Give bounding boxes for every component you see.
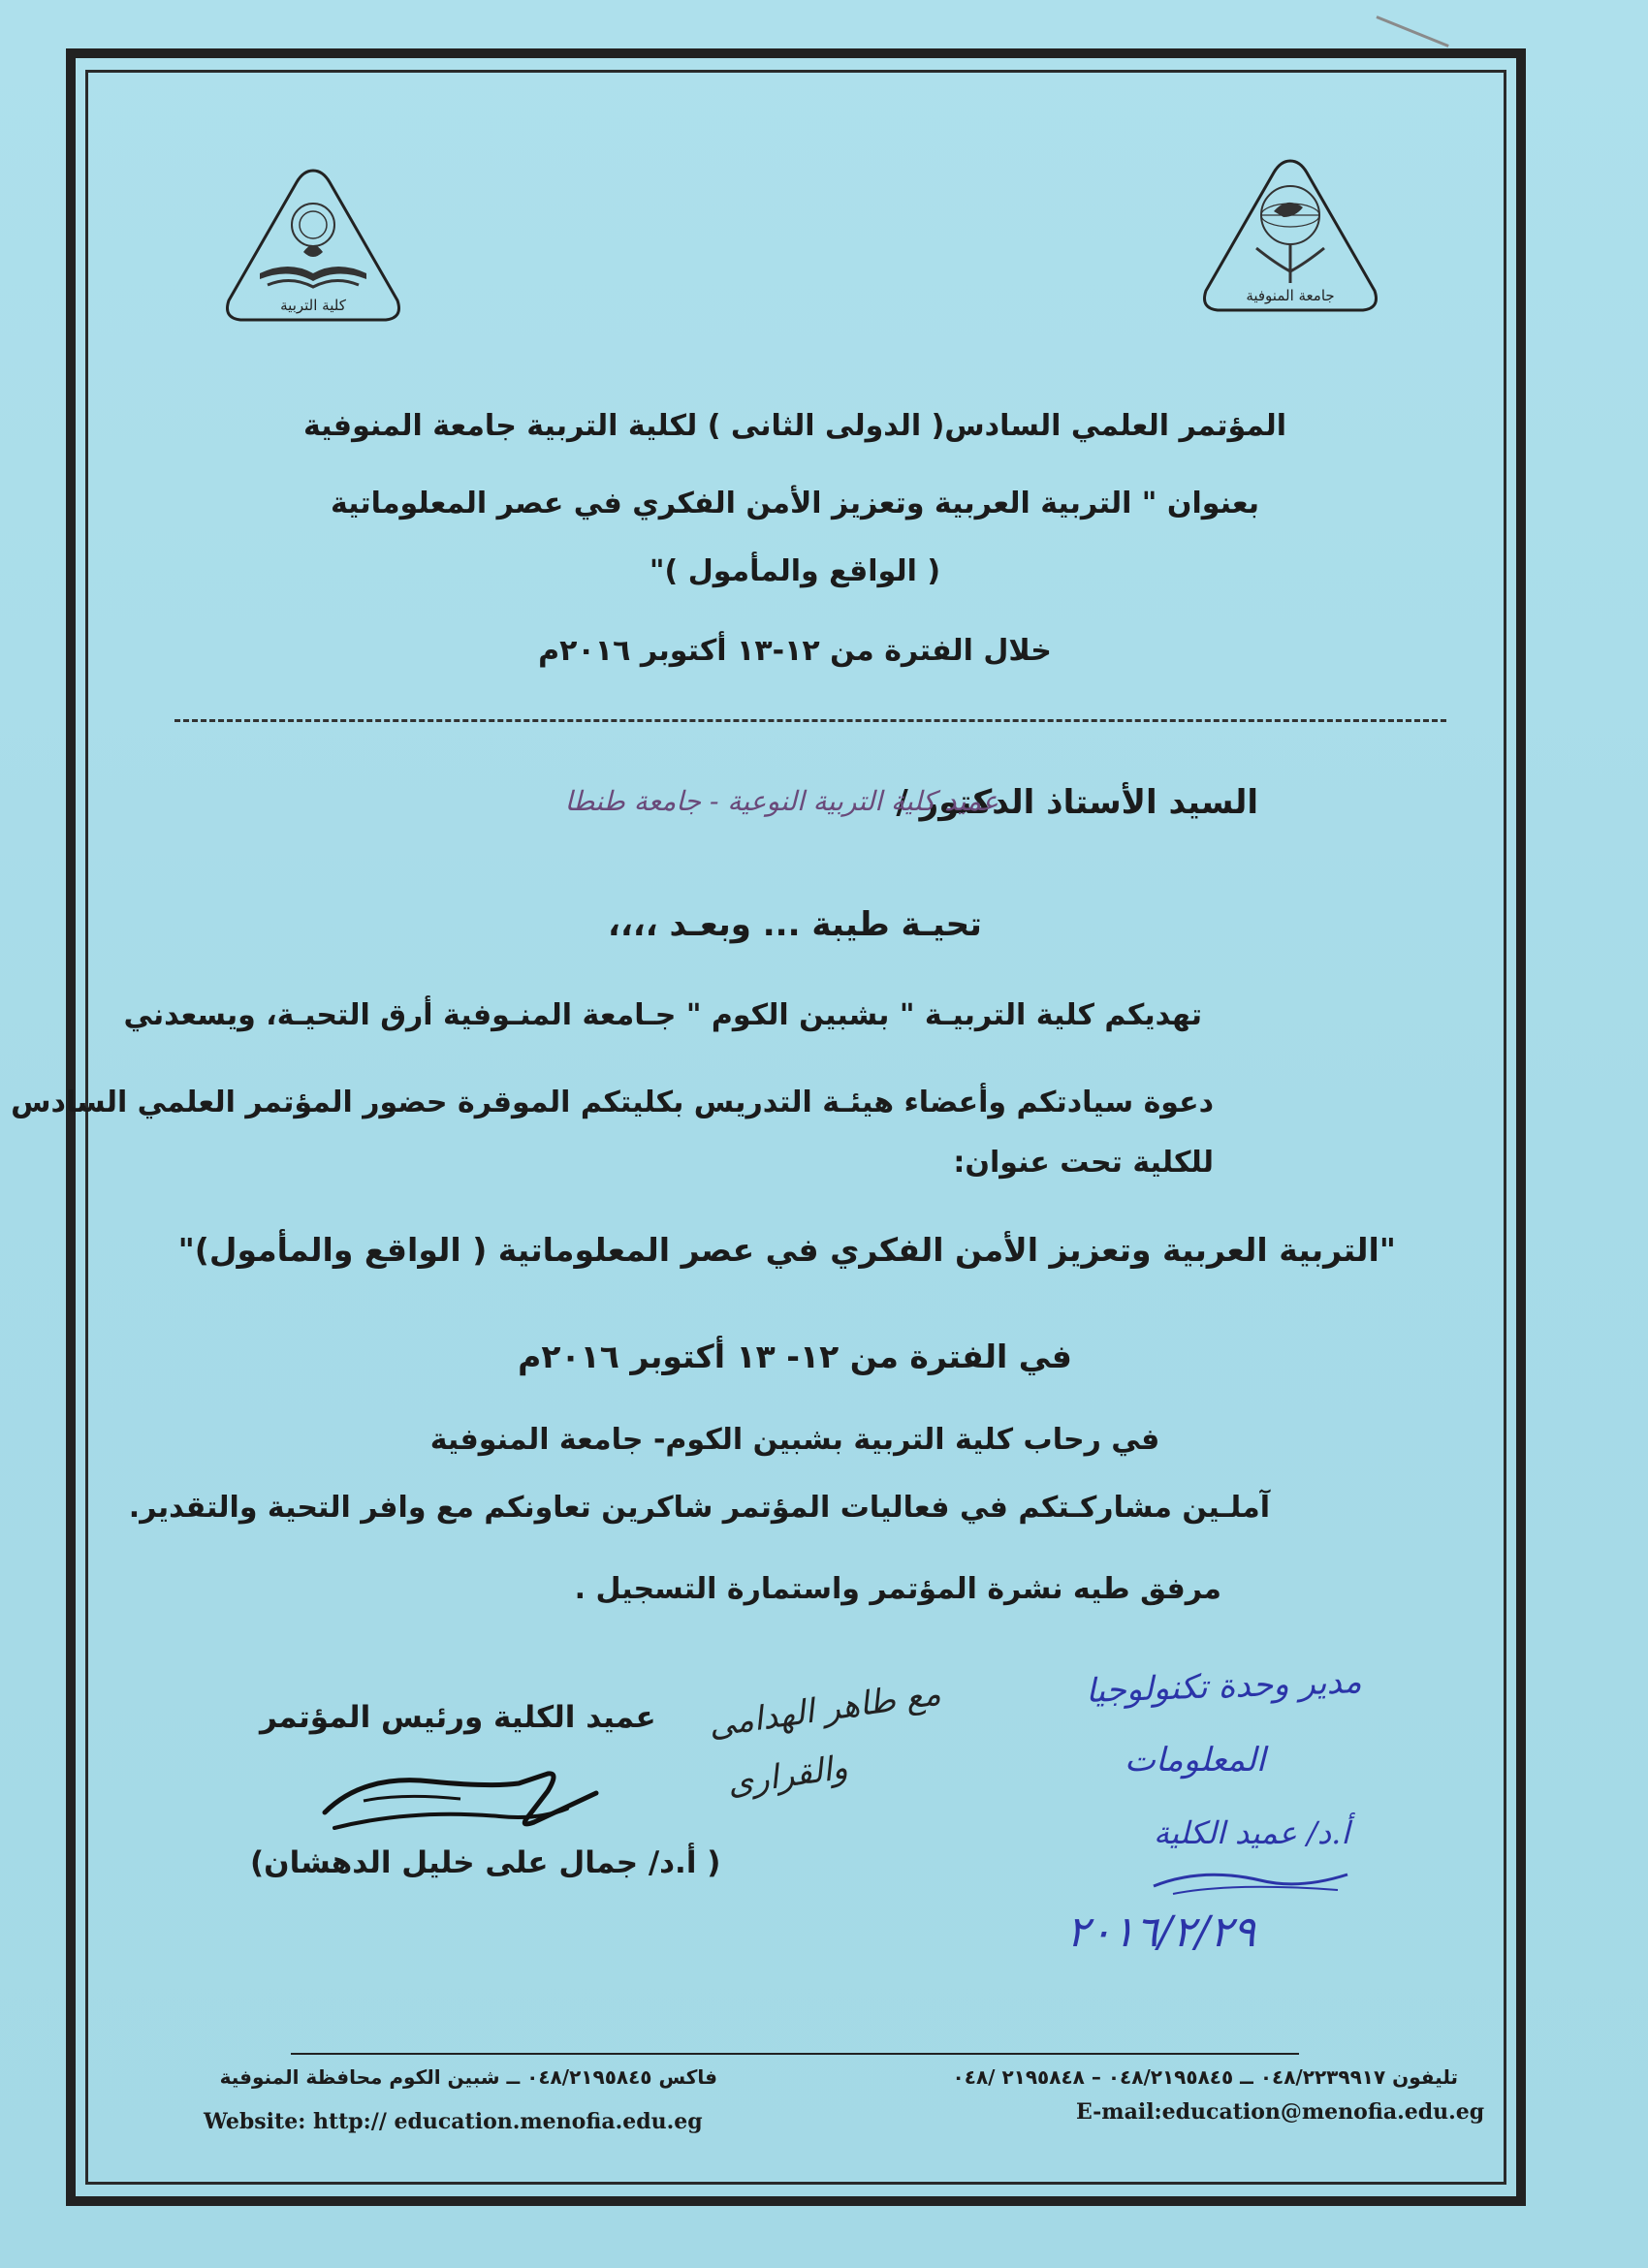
faculty-logo-emblem: [221, 165, 405, 330]
header-line-1: المؤتمر العلمي السادس( الدولى الثانى ) لكلية التربية جامعة المنوفية: [302, 409, 1286, 443]
footer-website: Website: http:// education.menofia.edu.eg: [204, 2109, 703, 2134]
header-line-4: خلال الفترة من ١٢-١٣ أكتوبر ٢٠١٦م: [538, 634, 1052, 668]
attachment-note: مرفق طيه نشرة المؤتمر واستمارة التسجيل .: [574, 1572, 1221, 1606]
footer-phone: تليفون ٠٤٨/٢٢٣٩٩١٧ ــ ٠٤٨/٢١٩٥٨٤٥ – ٢١٩٥٨٤٨ /٠٤٨: [952, 2065, 1458, 2089]
handwritten-note-right-1: مدير وحدة تكنولوجيا: [1085, 1662, 1363, 1711]
conference-title: "التربية العربية وتعزيز الأمن الفكري في عصر المعلوماتية ( الواقع والمأمول)": [177, 1231, 1396, 1269]
footer-rule: [291, 2053, 1299, 2055]
recipient-handwritten-name: عميد كلية التربية النوعية - جامعة طنطا: [564, 785, 998, 817]
university-logo-caption: جامعة المنوفية: [1246, 287, 1335, 304]
faculty-logo: [221, 165, 405, 330]
university-logo: [1198, 155, 1382, 320]
handwritten-initial-icon: [1144, 1861, 1357, 1900]
signatory-name: ( أ.د/ جمال على خليل الدهشان): [250, 1845, 721, 1880]
handwritten-note-middle-1: مع طاهر الهدامى: [706, 1674, 943, 1746]
university-logo-emblem: [1198, 155, 1382, 320]
body-line-2: دعوة سيادتكم وأعضاء هيئـة التدريس بكليتكم الموقرة حضور المؤتمر العلمي السادس: [11, 1086, 1214, 1119]
signatory-role: عميد الكلية ورئيس المؤتمر: [260, 1700, 656, 1735]
header-line-3: ( الواقع والمأمول )": [649, 554, 941, 588]
handwritten-note-right-2: المعلومات: [1125, 1741, 1266, 1780]
dean-signature-icon: [305, 1745, 616, 1851]
greeting: تحيـة طيبة ... وبعـد ،،،،: [608, 905, 982, 944]
handwritten-date: ٢٠١٦/٢/٢٩: [1066, 1907, 1256, 1957]
faculty-logo-caption: كلية التربية: [280, 297, 346, 314]
handwritten-note-middle-2: والقرارى: [724, 1748, 850, 1804]
conference-period: في الفترة من ١٢- ١٣ أكتوبر ٢٠١٦م: [518, 1338, 1072, 1375]
footer-email: E-mail:education@menofia.edu.eg: [1076, 2099, 1485, 2125]
participation-hope: آملـين مشاركـتكم في فعاليات المؤتمر شاكرين تعاونكم مع وافر التحية والتقدير.: [128, 1491, 1270, 1525]
staple-mark: [1376, 16, 1448, 47]
header-line-2: بعنوان " التربية العربية وتعزيز الأمن الفكري في عصر المعلوماتية: [330, 487, 1260, 520]
body-line-3: للكلية تحت عنوان:: [953, 1146, 1214, 1180]
handwritten-note-right-3: أ.د/ عميد الكلية: [1154, 1814, 1350, 1851]
body-line-1: تهديكم كلية التربيـة " بشبين الكوم " جـامعة المنـوفية أرق التحيـة، ويسعدني: [123, 998, 1202, 1032]
conference-venue: في رحاب كلية التربية بشبين الكوم- جامعة المنوفية: [429, 1423, 1160, 1457]
dashed-divider: [174, 719, 1446, 722]
recipient-title: السيد الأستاذ الدكتور /: [896, 783, 1258, 822]
footer-fax: فاكس ٠٤٨/٢١٩٥٨٤٥ ــ شبين الكوم محافظة المنوفية: [219, 2065, 717, 2089]
